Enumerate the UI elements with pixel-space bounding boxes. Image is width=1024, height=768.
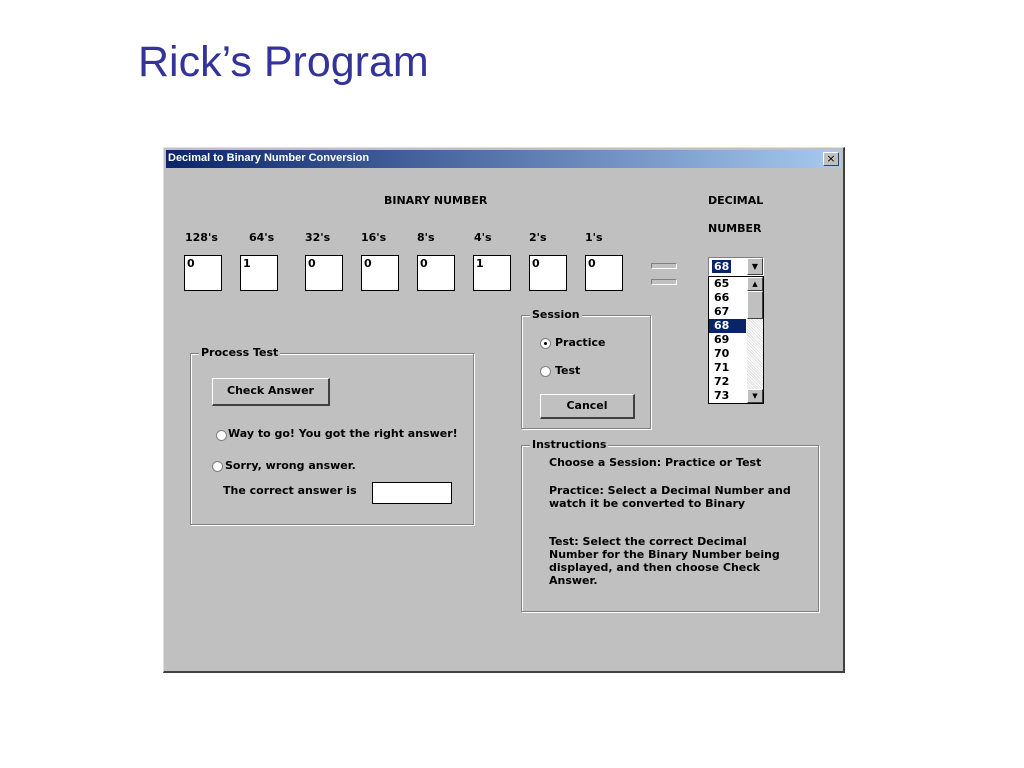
test-label[interactable]: Test [555, 364, 581, 377]
decimal-heading-line1: DECIMAL [708, 194, 764, 207]
check-answer-button[interactable]: Check Answer [212, 378, 330, 406]
down-arrow-icon: ▼ [751, 262, 759, 271]
right-answer-label: Way to go! You got the right answer! [228, 427, 458, 440]
wrong-answer-label: Sorry, wrong answer. [225, 459, 356, 472]
list-item[interactable]: 69 [714, 333, 730, 346]
bit-box-64[interactable]: 1 [240, 255, 278, 291]
binary-heading: BINARY NUMBER [384, 194, 488, 207]
bit-box-8[interactable]: 0 [417, 255, 455, 291]
place-label-4: 4's [474, 231, 492, 244]
list-item[interactable]: 72 [714, 375, 730, 388]
correct-answer-label: The correct answer is [223, 484, 357, 497]
practice-label[interactable]: Practice [555, 336, 606, 349]
instructions-group [521, 438, 819, 612]
correct-answer-field[interactable] [372, 482, 452, 504]
session-group [521, 308, 651, 429]
bit-box-1[interactable]: 0 [585, 255, 623, 291]
list-item[interactable]: 66 [714, 291, 730, 304]
instructions-practice: Practice: Select a Decimal Number and watch it be converted to Binary [549, 484, 791, 510]
place-label-32: 32's [305, 231, 331, 244]
combo-dropdown-button[interactable] [747, 258, 763, 275]
scroll-thumb[interactable] [747, 291, 763, 319]
bit-box-32[interactable]: 0 [305, 255, 343, 291]
place-label-16: 16's [361, 231, 387, 244]
place-label-2: 2's [529, 231, 547, 244]
decimal-list[interactable] [708, 276, 764, 404]
list-item-selected[interactable]: 68 [709, 319, 746, 333]
bit-box-2[interactable]: 0 [529, 255, 567, 291]
bit-box-16[interactable]: 0 [361, 255, 399, 291]
instructions-legend: Instructions [532, 438, 607, 451]
place-label-64: 64's [249, 231, 275, 244]
process-test-group [190, 346, 474, 525]
list-item[interactable]: 71 [714, 361, 730, 374]
close-button[interactable] [823, 152, 839, 166]
wrong-answer-radio[interactable] [212, 461, 223, 472]
list-item[interactable]: 70 [714, 347, 730, 360]
down-arrow-icon: ▼ [752, 392, 758, 400]
equals-sign-top [651, 263, 677, 269]
instructions-test: Test: Select the correct Decimal Number for the Binary Number being displayed, and then choose Check Answer. [549, 535, 780, 587]
process-test-legend: Process Test [201, 346, 279, 359]
list-item[interactable]: 73 [714, 389, 730, 402]
list-scrollbar[interactable] [747, 277, 763, 403]
place-label-1: 1's [585, 231, 603, 244]
scroll-up-button[interactable] [747, 277, 763, 291]
instructions-line1: Choose a Session: Practice or Test [549, 456, 762, 469]
slide-title: Rick’s Program [138, 38, 429, 86]
list-item[interactable]: 67 [714, 305, 730, 318]
bit-box-128[interactable]: 0 [184, 255, 222, 291]
right-answer-radio[interactable] [216, 430, 227, 441]
cancel-button[interactable]: Cancel [540, 394, 635, 419]
decimal-combo-value: 68 [714, 260, 730, 273]
place-label-8: 8's [417, 231, 435, 244]
window-title: Decimal to Binary Number Conversion [168, 152, 370, 164]
bit-box-4[interactable]: 1 [473, 255, 511, 291]
list-item[interactable]: 65 [714, 277, 730, 290]
up-arrow-icon: ▲ [752, 280, 758, 288]
close-icon: × [826, 152, 836, 165]
decimal-heading-line2: NUMBER [708, 222, 762, 235]
app-window [163, 147, 845, 673]
equals-sign-bottom [651, 279, 677, 285]
title-bar[interactable] [166, 150, 841, 168]
place-label-128: 128's [185, 231, 218, 244]
practice-radio[interactable] [540, 338, 551, 349]
scroll-down-button[interactable] [747, 389, 763, 403]
decimal-combo[interactable] [708, 257, 764, 276]
session-legend: Session [532, 308, 580, 321]
test-radio[interactable] [540, 366, 551, 377]
